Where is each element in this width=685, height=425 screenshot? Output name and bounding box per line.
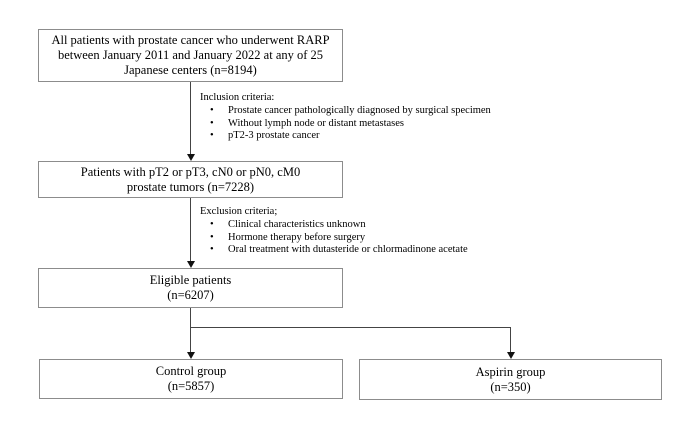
bullet-icon: • [210, 129, 214, 141]
connector-enrollment-staging-line [190, 82, 191, 154]
inclusion-item-1: Prostate cancer pathologically diagnosed by surgical specimen [228, 105, 491, 117]
box-aspirin-line-1: Aspirin group [475, 364, 546, 379]
box-enrollment-line-2: between January 2011 and January 2022 at any of 25 [57, 48, 324, 62]
list-item [200, 105, 550, 117]
list-item [200, 130, 550, 142]
box-eligible-line-2: (n=6207) [167, 288, 214, 302]
box-enrollment [38, 29, 343, 82]
arrow-down-icon [187, 352, 195, 359]
box-enrollment-line-1: All patients with prostate cancer who underwent RARP [51, 33, 330, 47]
arrow-down-icon [187, 261, 195, 268]
box-staging-line-1: Patients with pT2 or pT3, cN0 or pN0, cM0 [80, 164, 301, 179]
exclusion-item-2: Hormone therapy before surgery [228, 231, 366, 243]
box-staging-line-2: prostate tumors (n=7228) [126, 179, 255, 194]
connector-staging-eligible-line [190, 198, 191, 261]
bullet-icon: • [210, 105, 214, 117]
inclusion-item-2: Without lymph node or distant metastases [228, 117, 405, 129]
box-aspirin-group [359, 359, 662, 400]
box-enrollment-line-3: Japanese centers (n=8194) [124, 63, 257, 77]
box-control-line-2: (n=5857) [167, 379, 215, 393]
box-control-line-1: Control group [155, 364, 227, 378]
box-aspirin-line-2: (n=350) [490, 379, 531, 394]
bullet-icon: • [210, 117, 214, 129]
bullet-icon: • [210, 243, 214, 255]
arrow-down-icon [507, 352, 515, 359]
connector-branch-control-line [190, 327, 191, 352]
inclusion-criteria-list [200, 105, 550, 142]
inclusion-criteria-heading: Inclusion criteria: [200, 92, 275, 103]
list-item [200, 118, 550, 130]
connector-eligible-branch-line [190, 308, 191, 327]
box-eligible-line-1: Eligible patients [149, 273, 232, 287]
exclusion-criteria-block [200, 206, 550, 256]
box-staging [38, 161, 343, 198]
exclusion-item-1: Clinical characteristics unknown [228, 219, 366, 231]
exclusion-item-3: Oral treatment with dutasteride or chlormadinone acetate [228, 243, 468, 255]
connector-branch-aspirin-line [510, 327, 511, 352]
list-item [200, 219, 550, 231]
arrow-down-icon [187, 154, 195, 161]
branch-horizontal-line [190, 327, 511, 328]
bullet-icon: • [210, 219, 214, 231]
bullet-icon: • [210, 231, 214, 243]
list-item [200, 232, 550, 244]
exclusion-criteria-list [200, 219, 550, 256]
box-eligible [38, 268, 343, 308]
inclusion-criteria-block [200, 92, 550, 142]
box-control-group [39, 359, 343, 399]
exclusion-criteria-heading: Exclusion criteria; [200, 206, 278, 217]
list-item [200, 244, 550, 256]
inclusion-item-3: pT2-3 prostate cancer [228, 129, 320, 141]
